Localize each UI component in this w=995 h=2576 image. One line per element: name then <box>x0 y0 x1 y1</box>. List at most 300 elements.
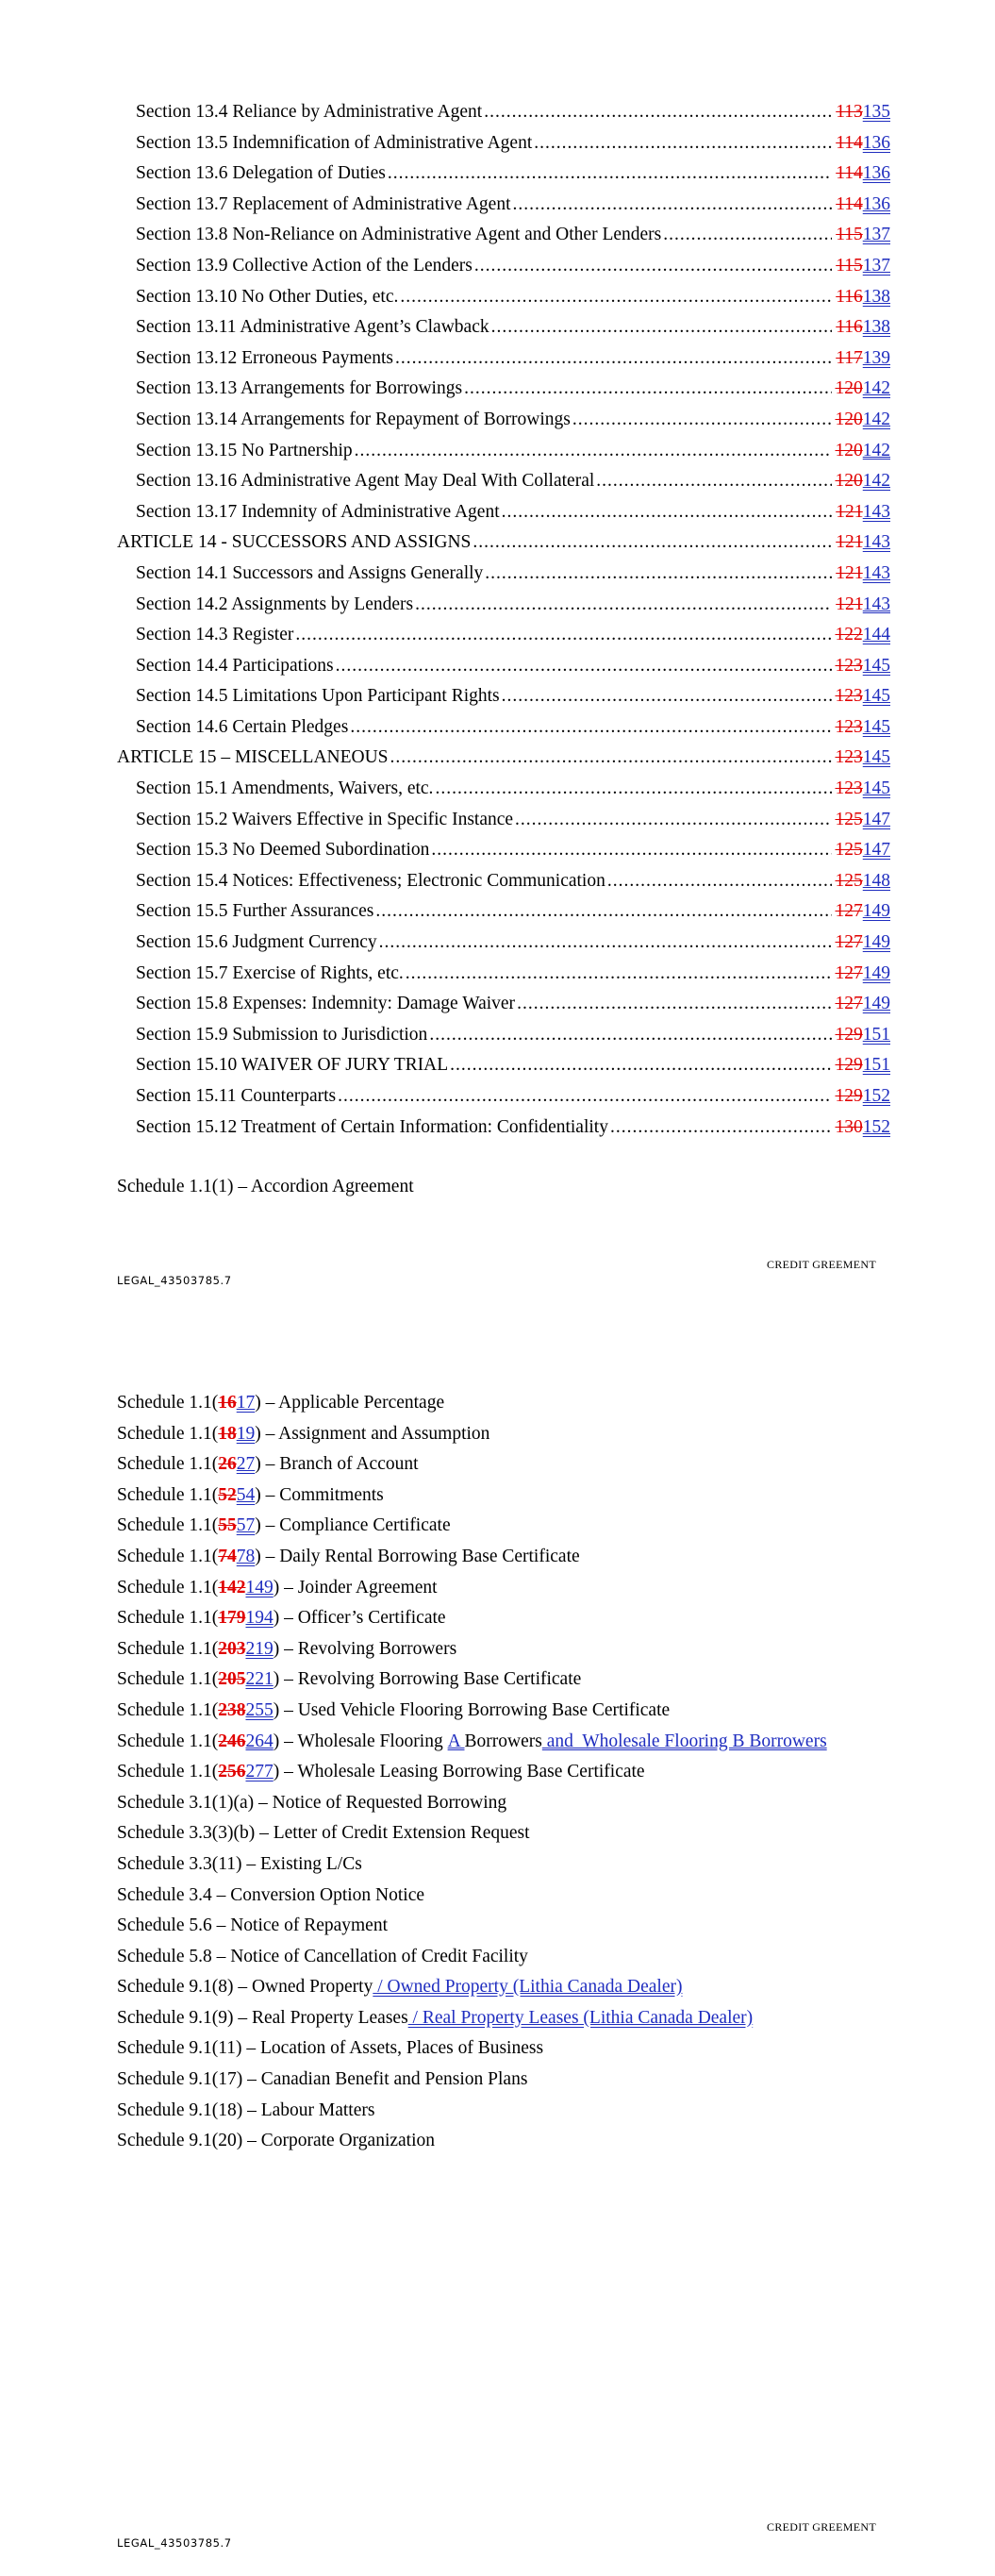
toc-old-page: 117 <box>836 347 863 368</box>
schedule-deleted-text: 55 <box>218 1515 237 1536</box>
toc-leader-dots <box>400 287 832 308</box>
page1-footer-title: CREDIT GREEMENT <box>767 1258 876 1271</box>
toc-entry-title: Section 13.16 Administrative Agent May Deal With Collateral <box>136 471 595 492</box>
schedule-text: Schedule 1.1( <box>117 1546 219 1566</box>
toc-leader-dots <box>607 871 832 892</box>
schedule-list <box>117 1393 928 2162</box>
schedule-deleted-text: 205 <box>218 1669 246 1690</box>
toc-old-page: 130 <box>835 1116 863 1137</box>
toc-entry[interactable] <box>117 871 890 902</box>
page1-footer-docid: LEGAL_43503785.7 <box>117 1274 232 1287</box>
schedule-entry <box>117 2100 928 2132</box>
toc-new-page: 152 <box>862 1116 890 1137</box>
toc-old-page: 116 <box>836 317 863 338</box>
toc-entry-title: Section 15.11 Counterparts <box>136 1086 337 1106</box>
toc-page-number <box>836 1086 891 1107</box>
toc-leader-dots <box>336 656 832 677</box>
toc-leader-dots <box>388 163 832 184</box>
schedule-deleted-text: 246 <box>218 1731 246 1751</box>
toc-entry[interactable] <box>117 102 890 133</box>
toc-entry[interactable] <box>117 686 890 717</box>
toc-entry-title: Section 15.4 Notices: Effectiveness; Electronic Communication <box>136 870 605 891</box>
page2-footer-docid: LEGAL_43503785.7 <box>117 2536 232 2550</box>
toc-entry[interactable] <box>117 963 890 995</box>
toc-entry[interactable] <box>117 1055 890 1086</box>
toc-entry[interactable] <box>117 810 890 841</box>
toc-new-page: 149 <box>862 932 890 953</box>
schedule-inserted-text: 221 <box>245 1669 274 1690</box>
toc-leader-dots <box>450 1055 831 1076</box>
toc-old-page: 120 <box>835 378 863 399</box>
toc-entry-title: Section 15.1 Amendments, Waivers, etc. <box>136 778 434 799</box>
toc-leader-dots <box>596 471 831 492</box>
schedule-entry <box>117 1639 928 1670</box>
toc-entry[interactable] <box>117 901 890 932</box>
toc-leader-dots <box>429 1025 831 1045</box>
toc-leader-dots <box>350 717 831 738</box>
toc-old-page: 114 <box>836 163 863 184</box>
schedule-deleted-text: 142 <box>218 1577 246 1597</box>
toc-new-page: 144 <box>862 625 890 645</box>
toc-old-page: 129 <box>835 1055 863 1076</box>
schedule-deleted-text: 238 <box>218 1699 246 1720</box>
schedule-text: Schedule 1.1( <box>117 1731 219 1751</box>
schedule-inserted-text: 277 <box>245 1762 274 1782</box>
toc-entry-title: Section 14.2 Assignments by Lenders <box>136 594 414 614</box>
toc-page-number <box>836 717 891 738</box>
toc-entry-title: Section 15.3 No Deemed Subordination <box>136 840 430 861</box>
toc-entry-title: Section 13.6 Delegation of Duties <box>136 163 386 184</box>
schedule-text: Schedule 1.1( <box>117 1393 219 1413</box>
schedule-text: ) – Wholesale Flooring <box>273 1731 448 1751</box>
toc-new-page: 145 <box>862 747 890 768</box>
schedule-deleted-text: 52 <box>218 1484 237 1505</box>
toc-entry-title: Section 13.5 Indemnification of Administrative Agent <box>136 132 533 153</box>
schedule-text: ) – Daily Rental Borrowing Base Certificate <box>255 1546 580 1566</box>
schedule-text: Schedule 9.1(20) – Corporate Organization <box>117 2131 436 2151</box>
toc-old-page: 129 <box>835 1024 863 1045</box>
toc-new-page: 136 <box>862 163 890 184</box>
toc-old-page: 120 <box>835 471 863 492</box>
toc-page-number <box>836 1117 891 1138</box>
schedule-text: Schedule 1.1( <box>117 1577 219 1597</box>
schedule-deleted-text: 26 <box>218 1454 237 1475</box>
toc-entry[interactable] <box>117 594 890 626</box>
schedule-text: ) – Assignment and Assumption <box>255 1423 490 1444</box>
schedule-entry <box>117 2069 928 2100</box>
schedule-inserted-text: 255 <box>245 1699 274 1720</box>
toc-new-page: 147 <box>862 809 890 829</box>
toc-leader-dots <box>515 810 831 830</box>
toc-page-number <box>836 441 891 461</box>
toc-entry[interactable] <box>117 840 890 871</box>
toc-entry-title: ARTICLE 15 – MISCELLANEOUS <box>117 747 389 768</box>
toc-leader-dots <box>464 378 831 399</box>
schedule-entry <box>117 1669 928 1700</box>
toc-leader-dots <box>484 102 832 123</box>
toc-old-page: 123 <box>835 655 863 676</box>
toc-leader-dots <box>502 502 833 523</box>
schedule-text: Schedule 3.3(3)(b) – Letter of Credit Extension Request <box>117 1823 530 1844</box>
toc-entry-title: Section 14.3 Register <box>136 625 294 645</box>
toc-old-page: 121 <box>836 562 863 583</box>
toc-new-page: 149 <box>862 994 890 1014</box>
toc-entry-title: ARTICLE 14 - SUCCESSORS AND ASSIGNS <box>117 532 472 553</box>
toc-leader-dots <box>502 686 832 707</box>
schedule-text: Schedule 1.1( <box>117 1762 219 1782</box>
toc-old-page: 115 <box>836 255 863 276</box>
page2-footer-title: CREDIT GREEMENT <box>767 2520 876 2534</box>
toc-old-page: 115 <box>836 225 863 245</box>
toc-old-page: 122 <box>835 625 863 645</box>
toc-entry[interactable] <box>117 747 890 778</box>
toc-new-page: 145 <box>862 655 890 676</box>
toc-new-page: 151 <box>862 1055 890 1076</box>
toc-leader-dots <box>431 840 831 861</box>
toc-page-number <box>836 810 891 830</box>
toc-new-page: 145 <box>862 716 890 737</box>
toc-entry[interactable] <box>117 348 890 379</box>
schedule-entry <box>117 1731 928 1763</box>
toc-entry-title: Section 15.5 Further Assurances <box>136 901 374 922</box>
schedule-entry <box>117 1915 928 1947</box>
toc-entry[interactable] <box>117 410 890 441</box>
schedule-entry <box>117 2038 928 2069</box>
toc-old-page: 123 <box>835 747 863 768</box>
schedule-entry <box>117 1762 928 1793</box>
schedule-entry <box>117 2008 928 2039</box>
toc-entry[interactable] <box>117 563 890 594</box>
toc-page-number <box>836 994 891 1014</box>
schedule-text: Schedule 9.1(9) – Real Property Leases <box>117 2007 408 2028</box>
toc-page-number <box>836 163 890 184</box>
toc-page-number <box>836 932 891 953</box>
schedule-entry <box>117 1977 928 2008</box>
schedule-text: Schedule 1.1( <box>117 1699 219 1720</box>
toc-old-page: 127 <box>835 932 863 953</box>
schedule-text: Schedule 1.1( <box>117 1484 219 1505</box>
toc-entry-title: Section 13.4 Reliance by Administrative Agent <box>136 102 483 122</box>
toc-entry[interactable] <box>117 287 890 318</box>
toc-old-page: 120 <box>835 440 863 460</box>
toc-leader-dots <box>491 317 833 338</box>
schedule-text: Schedule 1.1( <box>117 1669 219 1690</box>
schedule-inserted-text: 54 <box>236 1484 256 1505</box>
toc-leader-dots <box>338 1086 831 1107</box>
schedule-inserted-text: A <box>447 1731 465 1751</box>
toc-old-page: 114 <box>836 132 863 153</box>
toc-entry[interactable] <box>117 471 890 502</box>
toc-old-page: 120 <box>835 409 863 429</box>
schedule-text: Schedule 3.4 – Conversion Option Notice <box>117 1884 425 1905</box>
schedule-entry <box>117 1515 928 1547</box>
toc-entry[interactable] <box>117 163 890 194</box>
toc-new-page: 145 <box>862 778 890 799</box>
toc-entry[interactable] <box>117 225 890 256</box>
schedule-inserted-text: 57 <box>236 1515 256 1536</box>
toc-new-page: 136 <box>862 193 890 214</box>
toc-new-page: 135 <box>862 102 890 122</box>
toc-entry-title: Section 13.8 Non-Reliance on Administrative Agent and Other Lenders <box>136 225 662 245</box>
toc-entry[interactable] <box>117 1117 890 1148</box>
schedule-entry <box>117 1885 928 1916</box>
schedule-inserted-text: 264 <box>245 1731 274 1751</box>
toc-entry-title: Section 15.7 Exercise of Rights, etc. <box>136 962 404 983</box>
schedule-deleted-text: 179 <box>218 1608 246 1629</box>
toc-old-page: 125 <box>835 840 863 861</box>
schedule-entry <box>117 1578 928 1609</box>
schedule-text: Borrowers <box>464 1731 542 1751</box>
toc-entry-title: Section 13.14 Arrangements for Repayment of Borrowings <box>136 409 571 429</box>
toc-page-number <box>836 563 890 584</box>
schedule-text: ) – Officer’s Certificate <box>273 1608 446 1629</box>
schedule-text: ) – Joinder Agreement <box>273 1577 438 1597</box>
schedule-inserted-text: 78 <box>236 1546 256 1566</box>
toc-old-page: 123 <box>835 778 863 799</box>
toc-new-page: 137 <box>862 225 890 245</box>
toc-page-number <box>836 502 890 523</box>
toc-new-page: 142 <box>862 471 890 492</box>
toc-page-number <box>836 225 890 245</box>
toc-page-number <box>836 348 890 369</box>
toc-entry[interactable] <box>117 1025 890 1056</box>
toc-page-number <box>836 747 891 768</box>
schedule-text: Schedule 1.1( <box>117 1638 219 1659</box>
toc-old-page: 113 <box>836 102 863 122</box>
schedule-text: ) – Branch of Account <box>255 1454 419 1475</box>
schedule-entry <box>117 1608 928 1639</box>
schedule-text: Schedule 5.6 – Notice of Repayment <box>117 1915 389 1936</box>
toc-entry[interactable] <box>117 532 890 563</box>
schedule-inserted-text: 27 <box>236 1454 256 1475</box>
schedule-entry <box>117 1393 928 1424</box>
toc-leader-dots <box>485 563 832 584</box>
schedule-entry <box>117 1547 928 1578</box>
toc-entry[interactable] <box>117 441 890 472</box>
toc-entry-title: Section 13.17 Indemnity of Administrative Agent <box>136 501 500 522</box>
toc-entry-title: Section 15.12 Treatment of Certain Information: Confidentiality <box>136 1116 608 1137</box>
schedule-text: Schedule 1.1( <box>117 1515 219 1536</box>
toc-leader-dots <box>517 994 831 1014</box>
toc-leader-dots <box>572 410 832 430</box>
toc-entry[interactable] <box>117 994 890 1025</box>
toc-old-page: 123 <box>835 686 863 707</box>
toc-page-number <box>836 686 891 707</box>
schedule-inserted-text: 194 <box>245 1608 274 1629</box>
toc-new-page: 143 <box>862 594 890 614</box>
toc-old-page: 123 <box>835 716 863 737</box>
schedule-deleted-text: 203 <box>218 1638 246 1659</box>
toc-page-number <box>836 194 890 215</box>
toc-entry[interactable] <box>117 256 890 287</box>
toc-page-number <box>836 656 891 677</box>
toc-page-number <box>836 901 891 922</box>
toc-entry-title: Section 14.1 Successors and Assigns Generally <box>136 562 484 583</box>
toc-new-page: 142 <box>862 440 890 460</box>
schedule-entry <box>117 1854 928 1885</box>
toc-old-page: 114 <box>836 193 863 214</box>
toc-new-page: 138 <box>862 286 890 307</box>
toc-entry-title: Section 13.10 No Other Duties, etc. <box>136 286 399 307</box>
toc-entry[interactable] <box>117 778 890 810</box>
schedule-text: Schedule 1.1( <box>117 1454 219 1475</box>
toc-entry-title: Section 13.9 Collective Action of the Lenders <box>136 255 473 276</box>
toc-entry-title: Section 14.4 Participations <box>136 655 334 676</box>
schedule-text: Schedule 9.1(11) – Location of Assets, Places of Business <box>117 2038 544 2059</box>
toc-page-number <box>836 410 891 430</box>
schedule-text: Schedule 1.1( <box>117 1608 219 1629</box>
toc-leader-dots <box>473 532 832 553</box>
toc-old-page: 121 <box>836 501 863 522</box>
toc-old-page: 116 <box>836 286 863 307</box>
schedule-entry <box>117 1424 928 1455</box>
schedule-entry <box>117 1823 928 1854</box>
toc-leader-dots <box>355 441 832 461</box>
toc-new-page: 147 <box>862 840 890 861</box>
schedule-text: ) – Applicable Percentage <box>255 1393 445 1413</box>
toc-entry[interactable] <box>117 502 890 533</box>
toc-page-number <box>836 133 890 154</box>
toc-entry-title: Section 15.9 Submission to Jurisdiction <box>136 1024 428 1045</box>
toc-leader-dots <box>379 932 832 953</box>
toc-leader-dots <box>415 594 832 615</box>
schedule-entry <box>117 1454 928 1485</box>
toc-leader-dots <box>295 625 831 645</box>
toc-entry-title: Section 13.12 Erroneous Payments <box>136 347 393 368</box>
toc-entry-title: Section 13.13 Arrangements for Borrowings <box>136 378 463 399</box>
toc-new-page: 143 <box>862 501 890 522</box>
schedule-deleted-text: 16 <box>218 1393 237 1413</box>
schedule-entry <box>117 1793 928 1824</box>
toc-page-number <box>836 256 890 276</box>
schedule-inserted-text: / Owned Property (Lithia Canada Dealer) <box>373 1977 683 1998</box>
schedule-entry <box>117 1485 928 1516</box>
toc-entry[interactable] <box>117 625 890 656</box>
toc-old-page: 127 <box>835 901 863 922</box>
toc-page-number <box>836 317 890 338</box>
toc-leader-dots <box>513 194 833 215</box>
toc-leader-dots <box>610 1117 832 1138</box>
toc-old-page: 127 <box>835 962 863 983</box>
schedule-text: Schedule 3.1(1)(a) – Notice of Requested Borrowing <box>117 1792 507 1813</box>
toc-old-page: 125 <box>835 809 863 829</box>
schedule-entry <box>117 2131 928 2162</box>
schedule-inserted-text: 149 <box>245 1577 274 1597</box>
schedule-text: Schedule 9.1(17) – Canadian Benefit and Pension Plans <box>117 2069 528 2090</box>
toc-leader-dots <box>390 747 832 768</box>
toc-leader-dots <box>375 901 831 922</box>
toc-new-page: 152 <box>862 1086 890 1106</box>
toc-entry[interactable] <box>117 717 890 748</box>
schedule-inserted-text: 219 <box>245 1638 274 1659</box>
schedule-inserted-text: and Wholesale Flooring B Borrowers <box>541 1731 827 1751</box>
toc-page-number <box>836 1025 891 1045</box>
toc-entry-title: Section 13.15 No Partnership <box>136 440 353 460</box>
schedule-text: Schedule 3.3(11) – Existing L/Cs <box>117 1853 362 1874</box>
schedule-text: ) – Commitments <box>255 1484 384 1505</box>
toc-entry-title: Section 15.10 WAIVER OF JURY TRIAL <box>136 1055 449 1076</box>
toc-page-number <box>836 963 891 984</box>
toc-page-number <box>836 1055 891 1076</box>
toc-new-page: 145 <box>862 686 890 707</box>
toc-new-page: 137 <box>862 255 890 276</box>
toc-old-page: 121 <box>836 594 863 614</box>
schedule-deleted-text: 256 <box>218 1762 246 1782</box>
schedule-deleted-text: 18 <box>218 1423 237 1444</box>
toc-entry-title: Section 13.7 Replacement of Administrative Agent <box>136 193 511 214</box>
toc-new-page: 138 <box>862 317 890 338</box>
table-of-contents <box>117 102 890 1147</box>
toc-page-number <box>836 378 891 399</box>
schedule-text: Schedule 9.1(8) – Owned Property <box>117 1977 373 1998</box>
toc-page-number <box>836 625 891 645</box>
toc-entry[interactable] <box>117 1086 890 1117</box>
toc-leader-dots <box>435 778 831 799</box>
toc-entry[interactable] <box>117 133 890 164</box>
toc-new-page: 142 <box>862 409 890 429</box>
toc-new-page: 151 <box>862 1024 890 1045</box>
toc-entry-title: Section 14.6 Certain Pledges <box>136 716 349 737</box>
toc-page-number <box>836 287 890 308</box>
schedule-inserted-text: / Real Property Leases (Lithia Canada Dealer) <box>407 2007 754 2028</box>
toc-page-number <box>836 871 891 892</box>
toc-entry-title: Section 15.2 Waivers Effective in Specific Instance <box>136 809 514 829</box>
toc-new-page: 143 <box>862 532 890 553</box>
toc-new-page: 148 <box>862 870 890 891</box>
toc-page-number <box>836 594 890 615</box>
schedule-text: Schedule 9.1(18) – Labour Matters <box>117 2099 375 2120</box>
toc-old-page: 127 <box>835 994 863 1014</box>
schedule-inserted-text: 17 <box>236 1393 256 1413</box>
toc-new-page: 149 <box>862 962 890 983</box>
schedule-text: Schedule 5.8 – Notice of Cancellation of Credit Facility <box>117 1946 528 1966</box>
toc-entry[interactable] <box>117 378 890 410</box>
schedule-deleted-text: 74 <box>218 1546 237 1566</box>
toc-new-page: 143 <box>862 562 890 583</box>
toc-leader-dots <box>663 225 832 245</box>
toc-leader-dots <box>406 963 832 984</box>
toc-page-number <box>836 471 891 492</box>
toc-new-page: 139 <box>862 347 890 368</box>
schedule-text: ) – Used Vehicle Flooring Borrowing Base Certificate <box>273 1699 671 1720</box>
toc-old-page: 125 <box>835 870 863 891</box>
schedule-text: ) – Compliance Certificate <box>255 1515 451 1536</box>
schedule-entry <box>117 1700 928 1731</box>
toc-page-number <box>836 532 890 553</box>
toc-leader-dots <box>395 348 832 369</box>
toc-entry[interactable] <box>117 194 890 226</box>
schedule-text: Schedule 1.1( <box>117 1423 219 1444</box>
schedule-entry <box>117 1947 928 1978</box>
schedule-text: ) – Revolving Borrowing Base Certificate <box>273 1669 582 1690</box>
toc-old-page: 129 <box>835 1086 863 1106</box>
toc-new-page: 149 <box>862 901 890 922</box>
toc-page-number <box>836 778 891 799</box>
toc-entry[interactable] <box>117 932 890 963</box>
toc-entry-title: Section 15.6 Judgment Currency <box>136 932 377 953</box>
schedule-inserted-text: 19 <box>236 1423 256 1444</box>
schedule-accordion-agreement: Schedule 1.1(1) – Accordion Agreement <box>117 1177 414 1196</box>
schedule-text: ) – Wholesale Leasing Borrowing Base Certificate <box>273 1762 645 1782</box>
toc-page-number <box>836 102 890 123</box>
toc-new-page: 136 <box>862 132 890 153</box>
toc-entry[interactable] <box>117 656 890 687</box>
toc-old-page: 121 <box>836 532 863 553</box>
toc-entry[interactable] <box>117 317 890 348</box>
toc-new-page: 142 <box>862 378 890 399</box>
toc-page-number <box>836 840 891 861</box>
toc-entry-title: Section 13.11 Administrative Agent’s Clawback <box>136 317 489 338</box>
